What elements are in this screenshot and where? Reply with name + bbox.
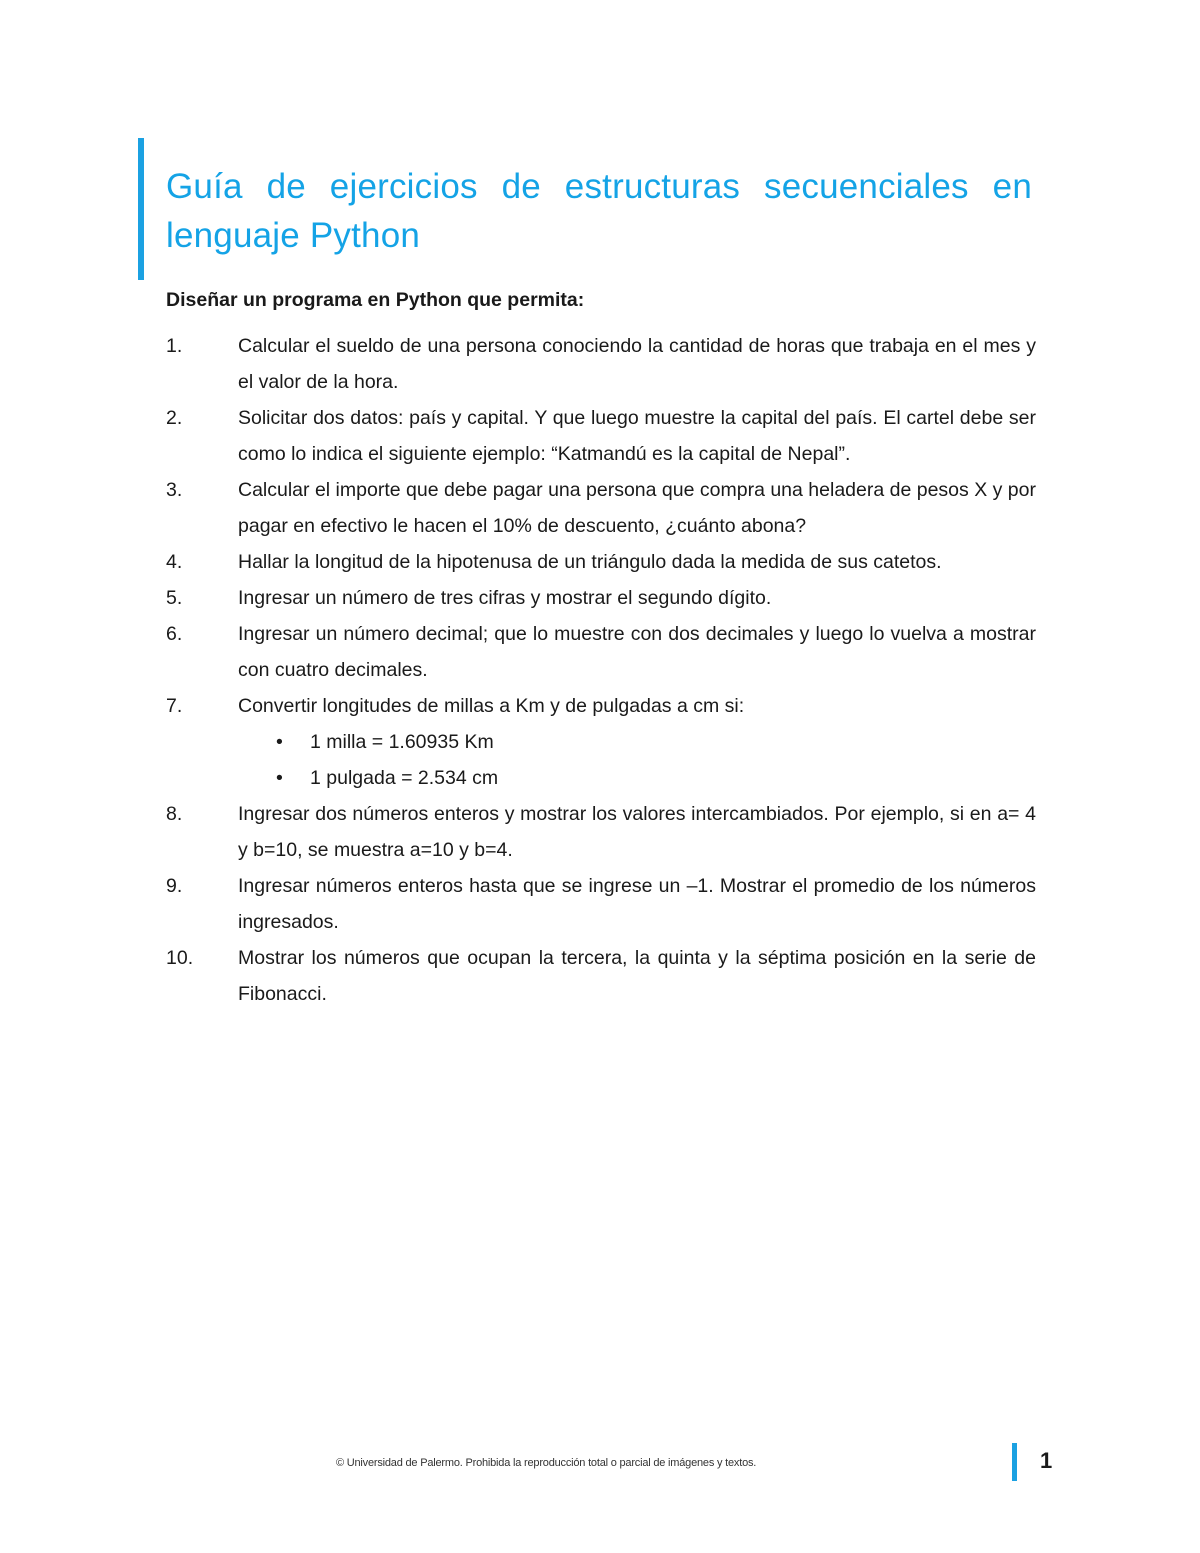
exercise-number: 3. xyxy=(166,479,183,501)
conversion-item xyxy=(238,724,1036,760)
exercise-item xyxy=(166,328,1036,400)
exercise-text: Mostrar los números que ocupan la tercera, la quinta y la séptima posición en la serie de Fibonacci. xyxy=(238,947,1036,1005)
exercise-number: 9. xyxy=(166,875,183,897)
exercise-text: Solicitar dos datos: país y capital. Y que luego muestre la capital del país. El cartel debe ser como lo indica el siguiente ejemplo: “Katmandú es la capital de Nepal”. xyxy=(238,407,1036,465)
exercise-item xyxy=(166,580,1036,616)
exercise-number: 2. xyxy=(166,407,183,429)
footer-copyright: © Universidad de Palermo. Prohibida la reproducción total o parcial de imágenes y textos. xyxy=(336,1457,757,1469)
exercise-item xyxy=(166,400,1036,472)
conversion-text: 1 pulgada = 2.534 cm xyxy=(310,767,499,789)
bullet-icon: • xyxy=(276,731,283,753)
exercise-text: Hallar la longitud de la hipotenusa de un triángulo dada la medida de sus catetos. xyxy=(238,551,942,573)
exercise-item xyxy=(166,544,1036,580)
exercise-text: Ingresar un número de tres cifras y mostrar el segundo dígito. xyxy=(238,587,772,609)
exercise-number: 10. xyxy=(166,947,194,969)
exercise-text: Calcular el importe que debe pagar una persona que compra una heladera de pesos X y por pagar en efectivo le hacen el 10% de descuento, ¿cuánto abona? xyxy=(238,479,1036,537)
page-title: Guía de ejercicios de estructuras secuenciales en lenguaje Python xyxy=(166,167,1032,255)
exercise-number: 1. xyxy=(166,335,183,357)
exercise-number: 4. xyxy=(166,551,183,573)
conversion-text: 1 milla = 1.60935 Km xyxy=(310,731,494,753)
page-number: 1 xyxy=(1040,1448,1053,1473)
title-accent-bar xyxy=(138,138,144,280)
exercise-item xyxy=(166,472,1036,544)
exercise-number: 6. xyxy=(166,623,183,645)
exercise-item xyxy=(166,940,1036,1012)
exercise-text: Calcular el sueldo de una persona conociendo la cantidad de horas que trabaja en el mes y el valor de la hora. xyxy=(238,335,1036,393)
conversion-list xyxy=(238,724,1036,796)
exercise-text: Ingresar dos números enteros y mostrar los valores intercambiados. Por ejemplo, si en a= 4 y b=10, se muestra a=10 y b=4. xyxy=(238,803,1036,861)
exercise-text: Ingresar un número decimal; que lo muestre con dos decimales y luego lo vuelva a mostrar con cuatro decimales. xyxy=(238,623,1036,681)
bullet-icon: • xyxy=(276,767,283,789)
conversion-item xyxy=(238,760,1036,796)
exercise-number: 7. xyxy=(166,695,183,717)
exercise-item xyxy=(166,796,1036,868)
footer-accent-bar xyxy=(1012,1443,1017,1481)
exercise-number: 5. xyxy=(166,587,183,609)
exercise-list xyxy=(166,328,1036,1012)
exercise-item xyxy=(166,868,1036,940)
exercise-number: 8. xyxy=(166,803,183,825)
intro-text: Diseñar un programa en Python que permita: xyxy=(166,289,585,311)
exercise-text: Convertir longitudes de millas a Km y de pulgadas a cm si: xyxy=(238,695,745,717)
exercise-item xyxy=(166,688,1036,796)
exercise-item xyxy=(166,616,1036,688)
exercise-text: Ingresar números enteros hasta que se ingrese un –1. Mostrar el promedio de los números ingresados. xyxy=(238,875,1036,933)
